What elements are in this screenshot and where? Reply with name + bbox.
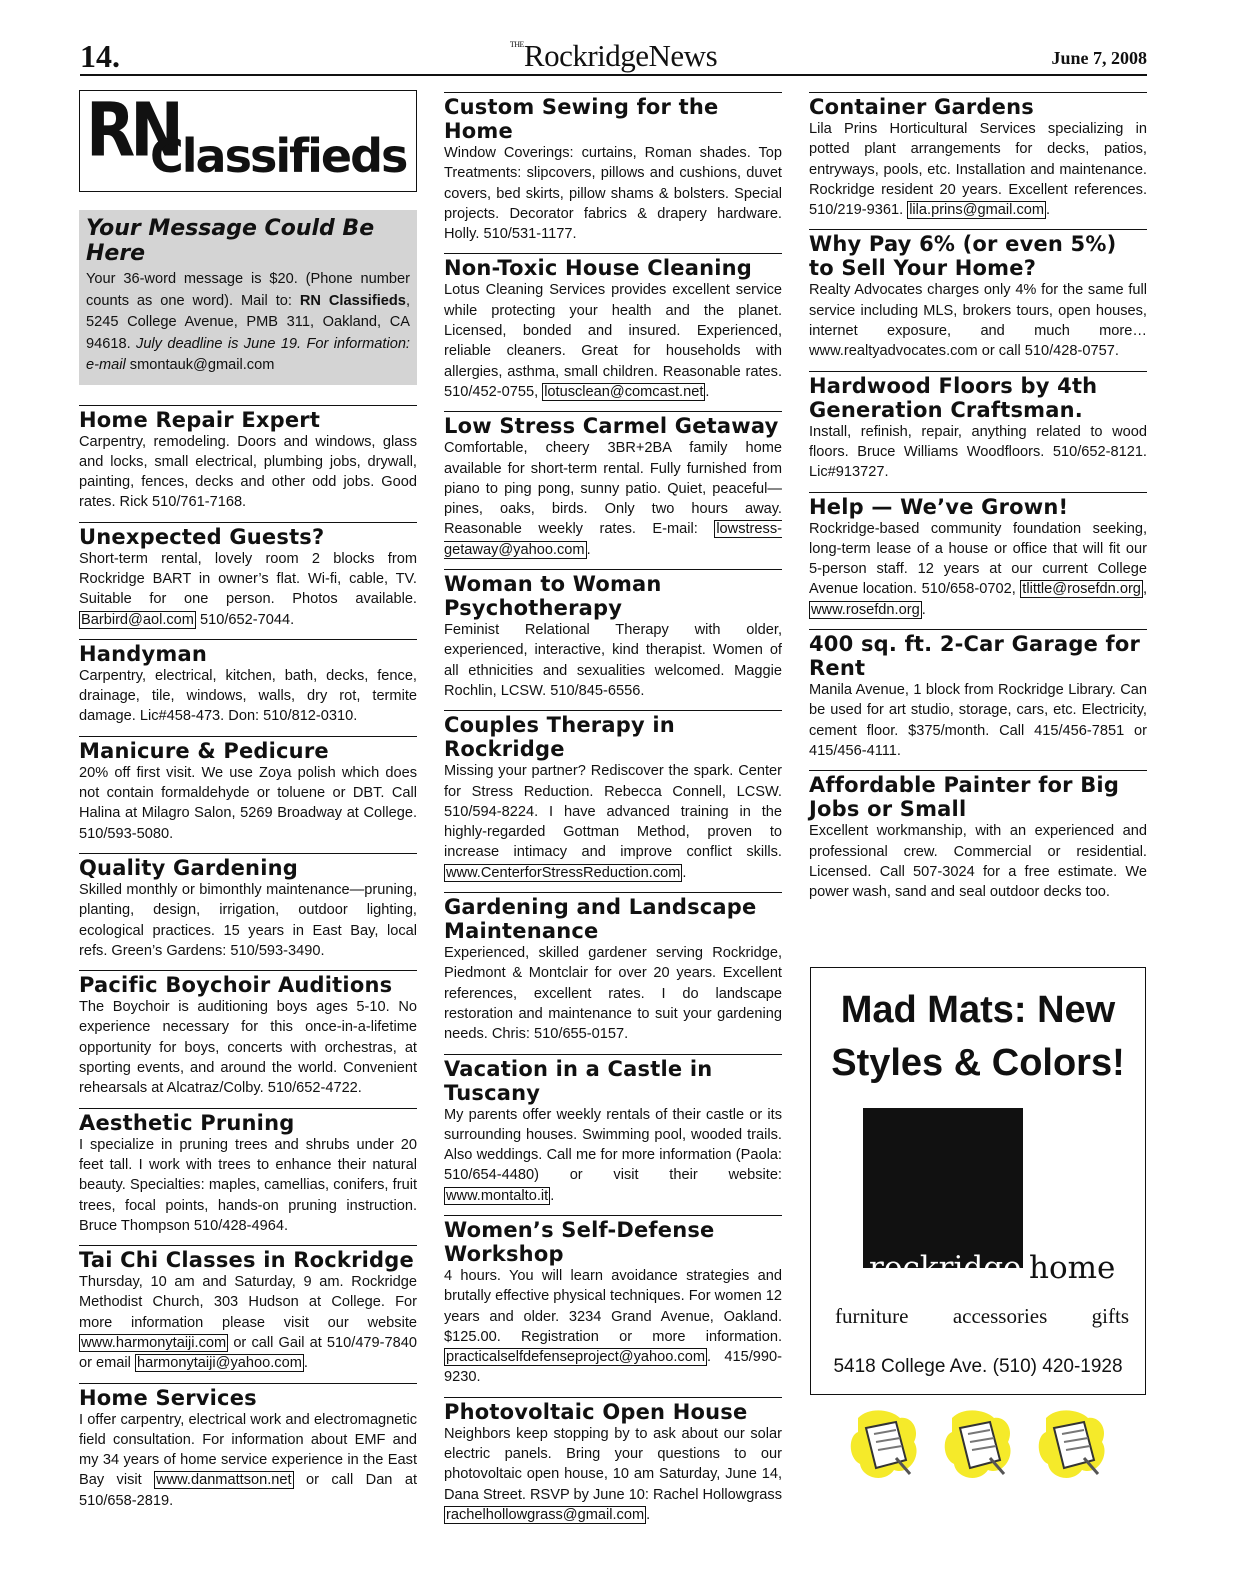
ad-body (809, 280, 1147, 361)
doormat-icon (945, 1410, 1011, 1478)
ad-body-text: . (682, 864, 687, 881)
ad-body (809, 821, 1147, 902)
promo-tags (835, 1304, 1129, 1329)
ad-body-text: 510/652-7044. (195, 611, 295, 628)
ad-contact-link[interactable]: practicalselfdefenseproject@yahoo.com (446, 1349, 705, 1366)
ad-title: Container Gardens (809, 95, 1034, 119)
ad-body-text: Short-term rental, lovely room 2 blocks from Rockridge BART in owner’s flat. Wi-fi, cable, TV. Suitable for one person. Photos available. (79, 550, 417, 608)
ad-body-text: Rockridge-based community foundation seeking, long-term lease of a house or office that will fit our 5-person staff. 12 years at our current College Avenue location. 510/658-0702, (809, 520, 1147, 598)
ad-list-2 (444, 92, 782, 1525)
ad-body (809, 422, 1147, 483)
ad-body (809, 680, 1147, 761)
promo-tag-accessories: accessories (952, 1304, 1048, 1328)
ad-body-text: or call Gail at 510/479-7840 or email (79, 1335, 417, 1372)
ad-body (79, 997, 417, 1098)
classified-ad (444, 92, 782, 244)
logo-classifieds: Classifieds (150, 129, 407, 183)
ad-contact-link[interactable]: www.CenterforStressReduction.com (446, 864, 681, 881)
rockridge-home-ad (810, 967, 1146, 1395)
classified-ad (809, 629, 1147, 761)
ad-body-text: Feminist Relational Therapy with older, experienced, interactive, kind therapist. Women of all ethnicities and sexualities welcomed. Maggie Rochlin, LCSW. 510/845-6556. (444, 622, 782, 699)
message-box-title: Your Message Could Be Here (86, 216, 375, 266)
doormat-icon (1039, 1410, 1105, 1478)
ad-body-text: Lila Prins Horticultural Services specializing in potted plant arrangements for decks, patios, entryways, pools, etc. Installation and maintenance. Rockridge resident 20 years. Excellent references. 510/219-9361. (809, 121, 1147, 219)
ad-contact-link[interactable]: Barbird@aol.com (81, 611, 194, 628)
ad-title: Custom Sewing for the Home (444, 95, 719, 143)
ad-title: Manicure & Pedicure (79, 738, 329, 763)
ad-contact-link[interactable]: www.harmonytaiji.com (81, 1335, 227, 1351)
promo-brand-a: rockridge (869, 1250, 1022, 1286)
ad-body (809, 519, 1147, 620)
ad-body-text: . (705, 383, 710, 400)
masthead (80, 38, 1147, 74)
ad-contact-link[interactable]: lowstress-getaway@yahoo.com (444, 521, 782, 558)
ad-title: Unexpected Guests? (79, 524, 325, 549)
ad-title: Help — We’ve Grown! (809, 494, 1069, 519)
ad-body (79, 549, 417, 630)
classifieds-logo (79, 90, 417, 192)
ad-title: Hardwood Floors by 4th Generation Craftsman. (809, 373, 1098, 422)
ad-title: Home Repair Expert (79, 407, 321, 432)
ad-title: Affordable Painter for Big Jobs or Small (809, 773, 1120, 822)
ad-body (444, 438, 782, 560)
ad-body-text: 4 hours. You will learn avoidance strategies and brutally effective physical techniques. For women 12 years and older. 3234 Grand Avenue, Oakland. $125.00. Registration or more information. (444, 1267, 782, 1345)
ad-body (79, 1272, 417, 1373)
ad-title: Woman to Woman Psychotherapy (444, 572, 662, 621)
ad-body-text: I specialize in pruning trees and shrubs under 20 feet tall. I work with trees to enhance their natural beauty. Specialties: maples, camellias, conifers, fruit trees, focal points, hands-on pruning instruction. Bruce Thompson 510/428-4964. (79, 1136, 417, 1234)
ad-body-text: 20% off first visit. We use Zoya polish which does not contain formaldehyde or toluene or DBT. Call Halina at Milagro Salon, 5269 Broadway at College. 510/593-5080. (79, 764, 417, 842)
ad-body (79, 1410, 417, 1511)
ad-body (79, 666, 417, 727)
message-box-text: Your 36-word message is $20. (Phone number counts as one word). Mail to: RN Classifieds, 5245 College Avenue, PMB 311, Oakland, CA 94618. July deadline is June 19. For information: e-mail smontauk@gmail.com (86, 271, 410, 373)
ad-body (79, 763, 417, 844)
ad-body (444, 280, 782, 402)
ad-body (79, 880, 417, 961)
classified-ad (79, 853, 417, 961)
classified-ad (79, 405, 417, 513)
classified-ad (809, 770, 1147, 902)
ad-body (444, 1424, 782, 1525)
ad-title: Non-Toxic House Cleaning (444, 256, 753, 281)
ad-body-text: or call Dan at 510/658-2819. (79, 1472, 417, 1509)
classified-ad (444, 710, 782, 883)
ad-body-text: Thursday, 10 am and Saturday, 9 am. Rockridge Methodist Church, 303 Hudson at College. For more information please visit our website (79, 1274, 417, 1331)
ad-body-text: Install, refinish, repair, anything related to wood floors. Bruce Williams Woodfloors. 510/652-8121. Lic#913727. (809, 423, 1147, 481)
classified-ad (809, 92, 1147, 220)
ad-title: Couples Therapy in Rockridge (444, 713, 675, 762)
ad-body-text: Neighbors keep stopping by to ask about our solar electric panels. Bring your questions to our photovoltaic open house, 10 am Saturday, June 14, Dana Street. RSVP by June 10: Rachel Hollowgrass (444, 1425, 782, 1503)
ad-body-text: I offer carpentry, electrical work and electromagnetic field consultation. For information about EMF and my 34 years of home service experience in the East Bay visit (79, 1411, 417, 1489)
classified-ad (79, 1245, 417, 1373)
promo-tag-gifts: gifts (1091, 1304, 1129, 1328)
ad-body-text: Carpentry, remodeling. Doors and windows, glass and locks, small electrical, plumbing jobs, drywall, painting, fences, decks and other odd jobs. Good rates. Rick 510/761-7168. (79, 433, 417, 511)
ad-title: Women’s Self-Defense Workshop (444, 1217, 715, 1266)
ad-body-text: Window Coverings: curtains, Roman shades. Top Treatments: slipcovers, pillows and cushions, duvet covers, bed skirts, pillow shams & bolsters. Special projects. Decorator fabrics & drapery hardware. Holly. 510/531-1177. (444, 145, 782, 243)
ad-contact-link[interactable]: harmonytaiji@yahoo.com (136, 1355, 302, 1372)
ad-body-text: . (586, 541, 591, 558)
classified-ad (444, 253, 782, 402)
masthead-title: RockridgeNews (523, 38, 718, 73)
ad-body-text: Lotus Cleaning Services provides excellent service while protecting your health and the planet. Licensed, bonded and insured. Experienced, reliable cleaners. Great for households with allergies, asthma, small children. Reasonable rates. 510/452-0755, (444, 282, 782, 400)
ad-title: Tai Chi Classes in Rockridge (79, 1248, 414, 1273)
ad-title: Photovoltaic Open House (444, 1399, 748, 1424)
column-3 (809, 86, 1147, 911)
ad-body-text: . (1046, 202, 1051, 219)
ad-body-text: My parents offer weekly rentals of their castle or its surrounding houses. Swimming pool, wooded trails. Also weddings. Call me for more information (Paola: 510/654-4480) or visit their website: (444, 1106, 782, 1184)
promo-address: 5418 College Ave. (510) 420-1928 (833, 1356, 1123, 1377)
ad-title: Pacific Boychoir Auditions (79, 973, 393, 998)
issue-date: June 7, 2008 (1051, 48, 1147, 68)
ad-body-text: Carpentry, electrical, kitchen, bath, decks, fence, drainage, tile, windows, walls, dry rot, termite damage. Lic#458-473. Don: 510/812-0310. (79, 667, 417, 725)
promo-tag-furniture: furniture (835, 1304, 909, 1328)
ad-body (444, 620, 782, 701)
ad-contact-link[interactable]: www.rosefdn.org (811, 601, 920, 618)
ad-contact-link[interactable]: lotusclean@comcast.net (544, 383, 704, 400)
doormat-icon (851, 1410, 917, 1478)
ad-body (79, 432, 417, 513)
column-1 (79, 86, 417, 1520)
ad-title: Gardening and Landscape Maintenance (444, 895, 757, 944)
ad-body-text: . (550, 1187, 555, 1204)
ad-body-text: Manila Avenue, 1 block from Rockridge Library. Can be used for art studio, storage, cars, etc. Electricity, cement floor. $375/month. Call 415/456-7851 or 415/456-4111. (809, 682, 1147, 759)
classified-ad (809, 492, 1147, 620)
ad-body-text: Realty Advocates charges only 4% for the same full service including MLS, brokers tours, open houses, internet exposure, and much more… www.realtyadvocates.com or call 510/428-0757. (809, 282, 1147, 360)
ad-title: Home Services (79, 1385, 257, 1410)
classified-ad (79, 970, 417, 1098)
ad-body (444, 761, 782, 883)
page-number: 14. (80, 38, 120, 74)
classified-ad (79, 1383, 417, 1511)
ad-list-1 (79, 405, 417, 1512)
ad-body-text: Missing your partner? Rediscover the spark. Center for Stress Reduction. Rebecca Connell, LCSW. 510/594-8224. I have advanced training in the highly-regarded Gottman Method, proven to increase intimacy and improve conflict skills. (444, 763, 782, 861)
ad-body (79, 1135, 417, 1236)
ad-body (444, 1266, 782, 1388)
classified-ad (444, 569, 782, 701)
promo-brand-b: home (1029, 1250, 1116, 1286)
doormat-illustrations (848, 1406, 1138, 1486)
ad-title: 400 sq. ft. 2-Car Garage for Rent (809, 632, 1141, 681)
ad-body-text: . 415/990-9230. (444, 1349, 782, 1386)
ad-contact-link[interactable]: www.montalto.it (446, 1187, 549, 1204)
ad-contact-link[interactable]: tlittle@rosefdn.org (1022, 581, 1141, 598)
ad-body-text: Excellent workmanship, with an experienced and professional crew. Commercial or residential. Licensed. Call 507-3024 for a free estimate. We power wash, sand and seal outdoor decks too. (809, 823, 1147, 901)
ad-title: Handyman (79, 641, 208, 666)
ad-body-text: . (646, 1506, 651, 1523)
masthead-prefix: THE (509, 40, 524, 49)
ad-body-text: . (921, 601, 926, 618)
column-2 (444, 86, 782, 1534)
classified-ad (444, 411, 782, 560)
ad-title: Quality Gardening (79, 855, 298, 880)
ad-body (444, 943, 782, 1044)
classified-ad (444, 1054, 782, 1206)
ad-body-text: Skilled monthly or bimonthly maintenance—pruning, planting, design, irrigation, outdoor lighting, ecological practices. 15 years in East Bay, local refs. Green’s Gardens: 510/593-3490. (79, 881, 417, 959)
classified-ad (809, 229, 1147, 361)
page-header (80, 38, 1147, 76)
ad-title: Aesthetic Pruning (79, 1110, 295, 1135)
classified-ad (809, 371, 1147, 483)
ad-title: Why Pay 6% (or even 5%) to Sell Your Home? (809, 232, 1117, 281)
ad-body (444, 143, 782, 244)
promo-headline: Mad Mats: New Styles & Colors! (831, 989, 1125, 1084)
classified-ad (444, 1397, 782, 1525)
message-box (79, 210, 417, 385)
ad-contact-link[interactable]: www.danmattson.net (156, 1472, 292, 1489)
logo-black-square (863, 1108, 1023, 1268)
ad-body (809, 119, 1147, 220)
ad-body-text: , (1142, 581, 1147, 598)
classified-ad (444, 892, 782, 1044)
ad-body-text: . (303, 1355, 308, 1372)
classified-ad (79, 1108, 417, 1236)
ad-contact-link[interactable]: lila.prins@gmail.com (909, 202, 1045, 219)
ad-body-text: The Boychoir is auditioning boys ages 5-10. No experience necessary for this once-in-a-lifetime opportunity for boys, concerts with orchestras, at sporting events, and around the world. Convenient rehearsals at Alcatraz/Colby. 510/652-4722. (79, 999, 417, 1097)
ad-list-3 (809, 92, 1147, 902)
classified-ad (79, 639, 417, 727)
ad-title: Vacation in a Castle in Tuscany (444, 1056, 713, 1105)
ad-contact-link[interactable]: rachelhollowgrass@gmail.com (446, 1506, 645, 1523)
classified-ad (444, 1215, 782, 1388)
classified-ad (79, 522, 417, 630)
ad-body-text: Experienced, skilled gardener serving Rockridge, Piedmont & Montclair for over 20 years. Excellent references, excellent rates. I do landscape restoration and maintenance to suit your gardening needs. Chris: 510/655-0157. (444, 945, 782, 1043)
classified-ad (79, 736, 417, 844)
logo-rn: RN (86, 89, 179, 175)
ad-body (444, 1105, 782, 1206)
ad-title: Low Stress Carmel Getaway (444, 414, 779, 439)
ad-body-text: Comfortable, cheery 3BR+2BA family home available for short-term rental. Fully furnished from piano to ping pong, sunny patio. Quiet, peaceful—pines, oaks, birds. Only two hours away. Reasonable weekly rates. E-mail: (444, 440, 782, 538)
